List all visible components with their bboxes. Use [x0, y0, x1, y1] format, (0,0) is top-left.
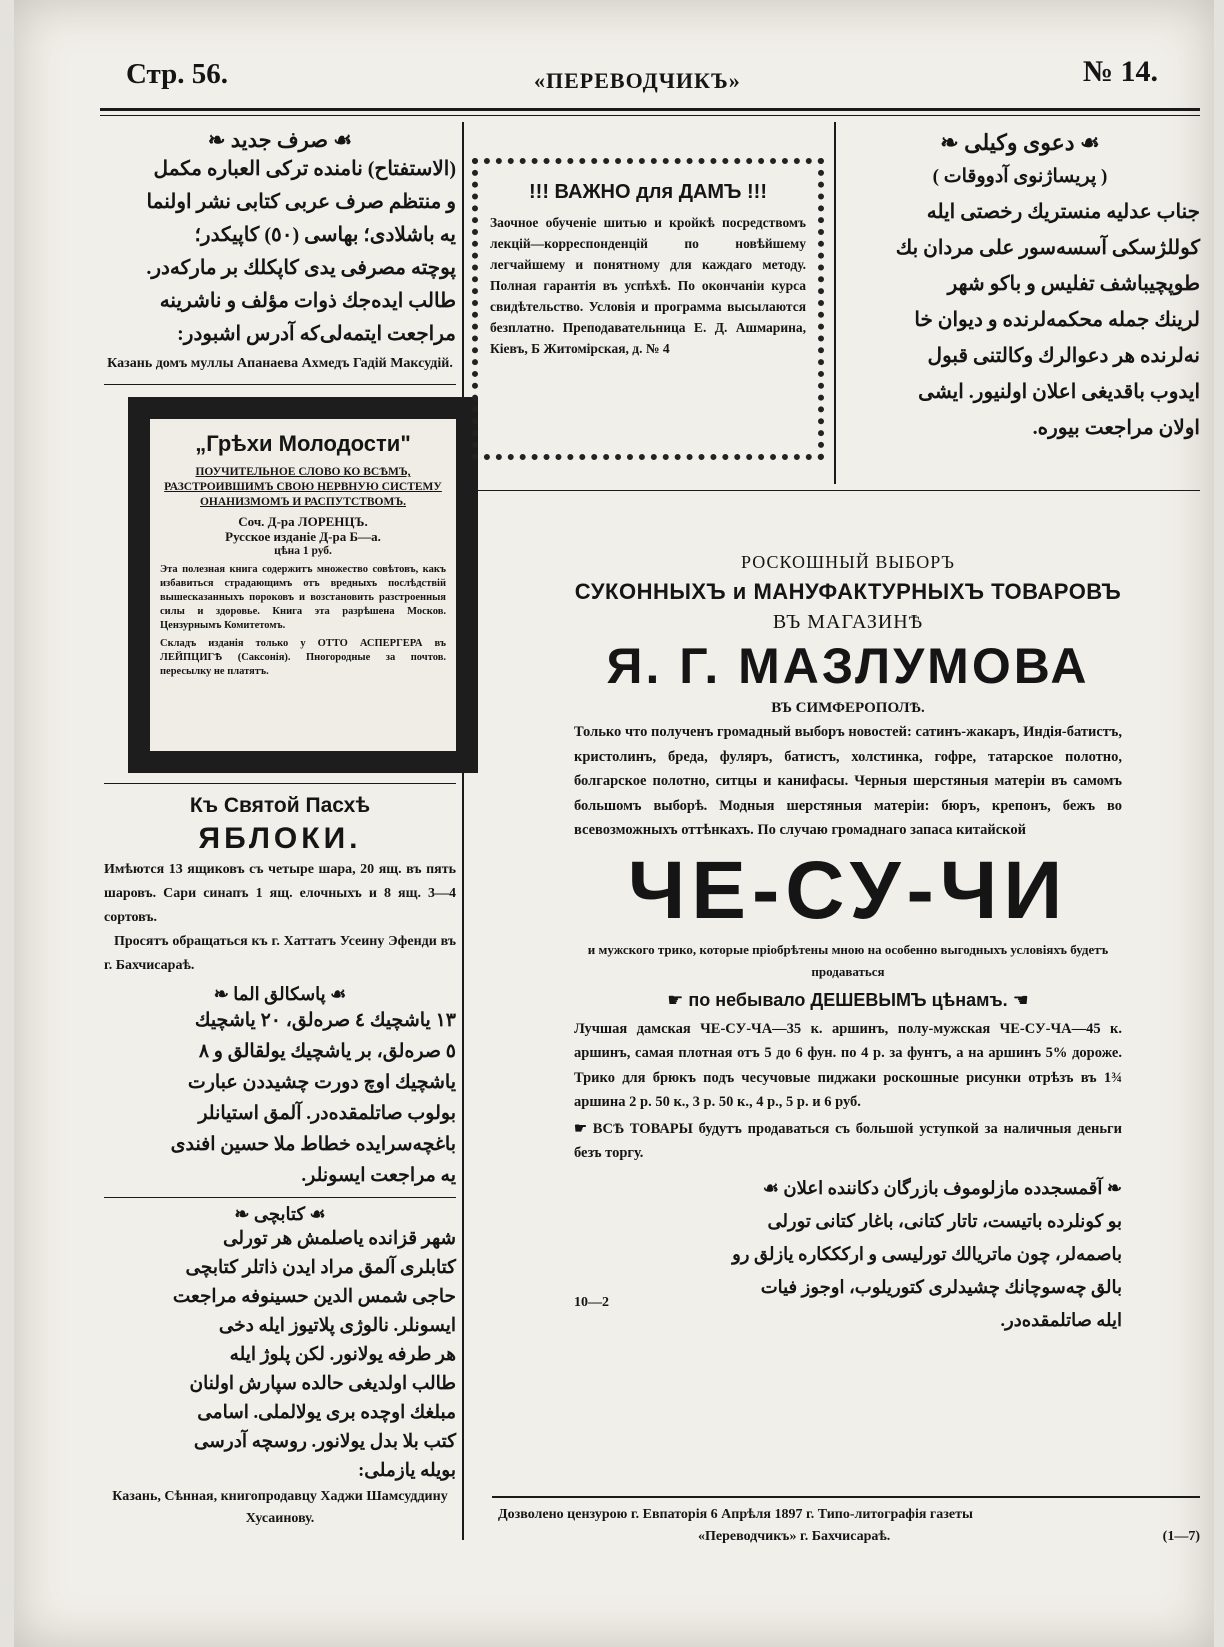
page-number: Стр. 56. [126, 58, 229, 90]
left-column [104, 128, 456, 1530]
apples-contact: Просятъ обращаться къ г. Хаттатъ Усеину Эфенди въ г. Бахчисараѣ. [104, 934, 456, 973]
apples-ad [104, 792, 456, 978]
ornament-icon: ❧ [1102, 1177, 1122, 1198]
header-rule-thin [100, 115, 1200, 116]
ornament-icon: ❧ [207, 128, 231, 152]
ad-body3: Лучшая дамская ЧЕ-СУ-ЧА—35 к. аршинъ, полу-мужская ЧЕ-СУ-ЧА—45 к. аршинъ, самая плотная отъ 5 до 6 фун. по 4 р. за фунтъ, а на аршинъ 5% дороже. Трико для брюкъ подъ чесучовые пиджаки роскошные рисунки отрѣзъ въ 1¾ аршина 2 р. 50 к., 3 р. 50 к., 4 р., 5 р. и 6 руб. [574, 1020, 1122, 1110]
apples-title: ЯБЛОКИ. [198, 822, 362, 855]
imprint-line2: «Переводчикъ» г. Бахчисараѣ. [698, 1529, 891, 1544]
ornament-icon: ❧ [940, 130, 965, 155]
imprint-code: (1—7) [1162, 1529, 1200, 1544]
ad-line3: ВЪ МАГАЗИНѢ [772, 611, 924, 633]
books-ad [104, 1204, 456, 1530]
dames-ad [472, 158, 824, 460]
column-divider-left [462, 122, 464, 1540]
lawyer-ad [840, 126, 1200, 446]
lawyer-body: جناب عدليه منستريك رخصتی ايله كوللژسكی آسسه‌سور علی مردان بك طوپچيباشف تفليس و باكو شهر لرينك جمله محكمه‌لرنده و ديوان خا نه‌لرنده هر دعوالرك وكالتنی قبول ايدوب باقديغی اعلان اولنيور. ايشی اولان مراجعت بيوره. [895, 201, 1200, 439]
ad-body1: Только что полученъ громадный выборъ новостей: сатинъ-жакаръ, Индія-батистъ, кристолинъ, бреда, фуляръ, батистъ, холстинка, гофре, татарское полотно, болгарское полотно, ситцы и канифасы. Черныя шерстяныя матеріи въ самомъ большомъ выборѣ. Модныя шерстяныя матеріи: бюръ, крепонъ, бежъ во всевозможныхъ оттѣнкахъ. По случаю громаднаго запаса китайской [574, 724, 1122, 838]
ad-city: ВЪ СИМФЕРОПОЛѢ. [771, 700, 925, 716]
books-heading: كتابچی [253, 1204, 306, 1224]
sarf-ad [104, 128, 456, 374]
apples-body: Имѣются 13 ящиковъ съ четыре шара, 20 ящ. въ пять шаровъ. Сари синапъ 1 ящ. елочныхъ и 8 ящ. 3—4 сортовъ. [104, 862, 456, 925]
grekhi-price: цѣна 1 руб. [274, 545, 332, 557]
grekhi-author: Соч. Д-ра ЛОРЕНЦЪ. [238, 514, 368, 529]
newspaper-page [14, 0, 1214, 1647]
apples-heading: Къ Святой Пасхѣ [189, 794, 371, 817]
ornament-icon: ☙ [1080, 130, 1100, 155]
pointing-hand-icon: ☛ [667, 989, 689, 1010]
pointing-hand-icon: ☚ [1012, 989, 1029, 1010]
apples-ar-ad [104, 984, 456, 1191]
ad-body4: ВСѢ ТОВАРЫ будутъ продаваться съ большой уступкой за наличныя деньги безъ торгу. [574, 1120, 1122, 1161]
ad-shop-name: Я. Г. МАЗЛУМОВА [606, 638, 1090, 694]
sarf-body: (الاستفتاح) نامنده تركی العباره مكمل و منتظم صرف عربی كتابی نشر اولنما يه باشلادی؛ بهاسی (٥٠) كاپيكدر؛ پوچته مصرفی يدی كاپكلك بر ماركه‌در. طالب ايده‌جك ذوات مؤلف و ناشرينه مراجعت ايتمه‌لی‌كه آدرس اشبودر: [146, 158, 456, 345]
header-rule [100, 108, 1200, 111]
ad-line2: СУКОННЫХЪ и МАНУФАКТУРНЫХЪ ТОВАРОВЪ [574, 579, 1122, 604]
apples-ar-body: ١٣ ياشچيك ٤ صره‌لق، ٢٠ ياشچيك ٥ صره‌لق، بر ياشچيك يولقالق و ٨ ياشچيك اوچ دورت چشيددن عبارت بولوب صاتلمقده‌در. آلمق استيانلر باغچه‌سرايده خطاط ملا حسين افندی يه مراجعت ايسونلر. [170, 1010, 456, 1186]
sarf-heading: صرف جديد [230, 128, 329, 152]
column-divider-right [834, 122, 836, 484]
grekhi-subtitle: ПОУЧИТЕЛЬНОЕ СЛОВО КО ВСѢМЪ, РАЗСТРОИВШИМЪ СВОЮ НЕРВНУЮ СИСТЕМУ ОНАНИЗМОМЪ И РАСПУТСТВОМЪ. [164, 466, 442, 508]
ornament-icon: ☙ [333, 128, 353, 152]
lawyer-heading: دعوی وكيلی [964, 130, 1075, 155]
grekhi-body: Эта полезная книга содержитъ множество совѣтовъ, какъ избавиться страдающимъ отъ вредныхъ послѣдствій вышесказанныхъ пороковъ и возстановить разстроенныя силы и здоровье. Книга эта разрѣшена Москов. Цензурнымъ Комитетомъ. [160, 564, 446, 631]
pointing-hand-icon: ☛ [574, 1120, 593, 1137]
apples-ar-heading: پاسكالق الما [233, 984, 326, 1004]
ornament-icon: ☙ [330, 984, 347, 1004]
divider [104, 783, 456, 784]
divider [104, 384, 456, 385]
lawyer-subheading: ( پريساژنوی آدووقات ) [932, 166, 1108, 187]
ornament-icon: ❧ [234, 1204, 254, 1224]
grekhi-edition: Русское изданіе Д-ра Б—а. [225, 529, 381, 544]
grekhi-ad [128, 397, 478, 773]
ornament-icon: ☙ [309, 1204, 326, 1224]
dames-body: Заочное обученіе шитью и кройкѣ посредствомъ лекцій—корреспонденцій по новѣйшему легчайшему и понятному для каждаго методу. Полная гарантія въ успѣхѣ. По окончаніи курса свидѣтельство. Условія и программа высылаются безплатно. Преподавательница Е. Д. Ашмарина, Кіевъ, Б Житомірская, д. № 4 [490, 215, 806, 356]
newspaper-title: «ПЕРЕВОДЧИКЪ» [534, 68, 741, 93]
ad-cheap: по небывало ДЕШЕВЫМЪ цѣнамъ. [688, 989, 1008, 1010]
divider [104, 1197, 456, 1198]
ad-chesuchi: ЧЕ-СУ-ЧИ [627, 844, 1069, 936]
footer-rule [492, 1496, 1200, 1498]
ad-top-rule [472, 490, 1200, 491]
issue-number: № 14. [1082, 55, 1158, 88]
imprint [498, 1504, 1200, 1548]
ad-line1: РОСКОШНЫЙ ВЫБОРЪ [741, 552, 955, 572]
books-body: شهر قزانده ياصلمش هر تورلی كتابلری آلمق مراد ايدن ذاتلر كتابچی حاجی شمس الدين حسينوفه مراجعت ايسونلر. نالوژی پلاتيوز ايله دخی هر طرفه يولانور. لكن پلوژ ايله طالب اولديغی حالده سپارش اولنان مبلغك اوچده بری يولالملی. اسامی كتب بلا بدل يولانور. روسچه آدرسی بويله يازملی: [172, 1229, 456, 1481]
ad-code: 10—2 [574, 1294, 609, 1310]
imprint-line1: Дозволено цензурою г. Евпаторія 6 Апрѣля 1897 г. Типо-литографія газеты [498, 1507, 973, 1522]
dames-title: !!! ВАЖНО для ДАМЪ !!! [529, 181, 767, 203]
sarf-footer: Казань домъ муллы Апанаева Ахмедъ Гадій Максудій. [107, 356, 453, 371]
books-footer: Казань, Сѣнная, книгопродавцу Хаджи Шамсуддину Хусаинову. [112, 1489, 448, 1526]
ornament-icon: ❧ [213, 984, 234, 1004]
grekhi-store: Складъ изданія только у ОТТО АСПЕРГЕРА въ ЛЕЙПЦИГѢ (Саксонія). Пногородные за почтов. пересылку не платятъ. [160, 638, 446, 677]
ornament-icon: ☙ [762, 1177, 779, 1198]
ad-arabic-body: ❧ آقمسجدده مازلوموف بازرگان دكاننده اعلان ☙ بو كونلرده باتيست، تاتار كتانی، باغار كتانی تورلی باصمه‌لر، چون ماتريالك تورليسی و اركككاره يازلق رو بالق چه‌سوچانك چشيدلری كتوريلوب، اوجوز فيات ايله صاتلمقده‌در. [732, 1177, 1122, 1330]
ad-body2: и мужского трико, которые пріобрѣтены мною на особенно выгодныхъ условіяхъ будетъ продаваться [587, 941, 1109, 979]
grekhi-title: „Грѣхи Молодости" [195, 431, 411, 456]
mazlumov-ad [574, 548, 1122, 1330]
